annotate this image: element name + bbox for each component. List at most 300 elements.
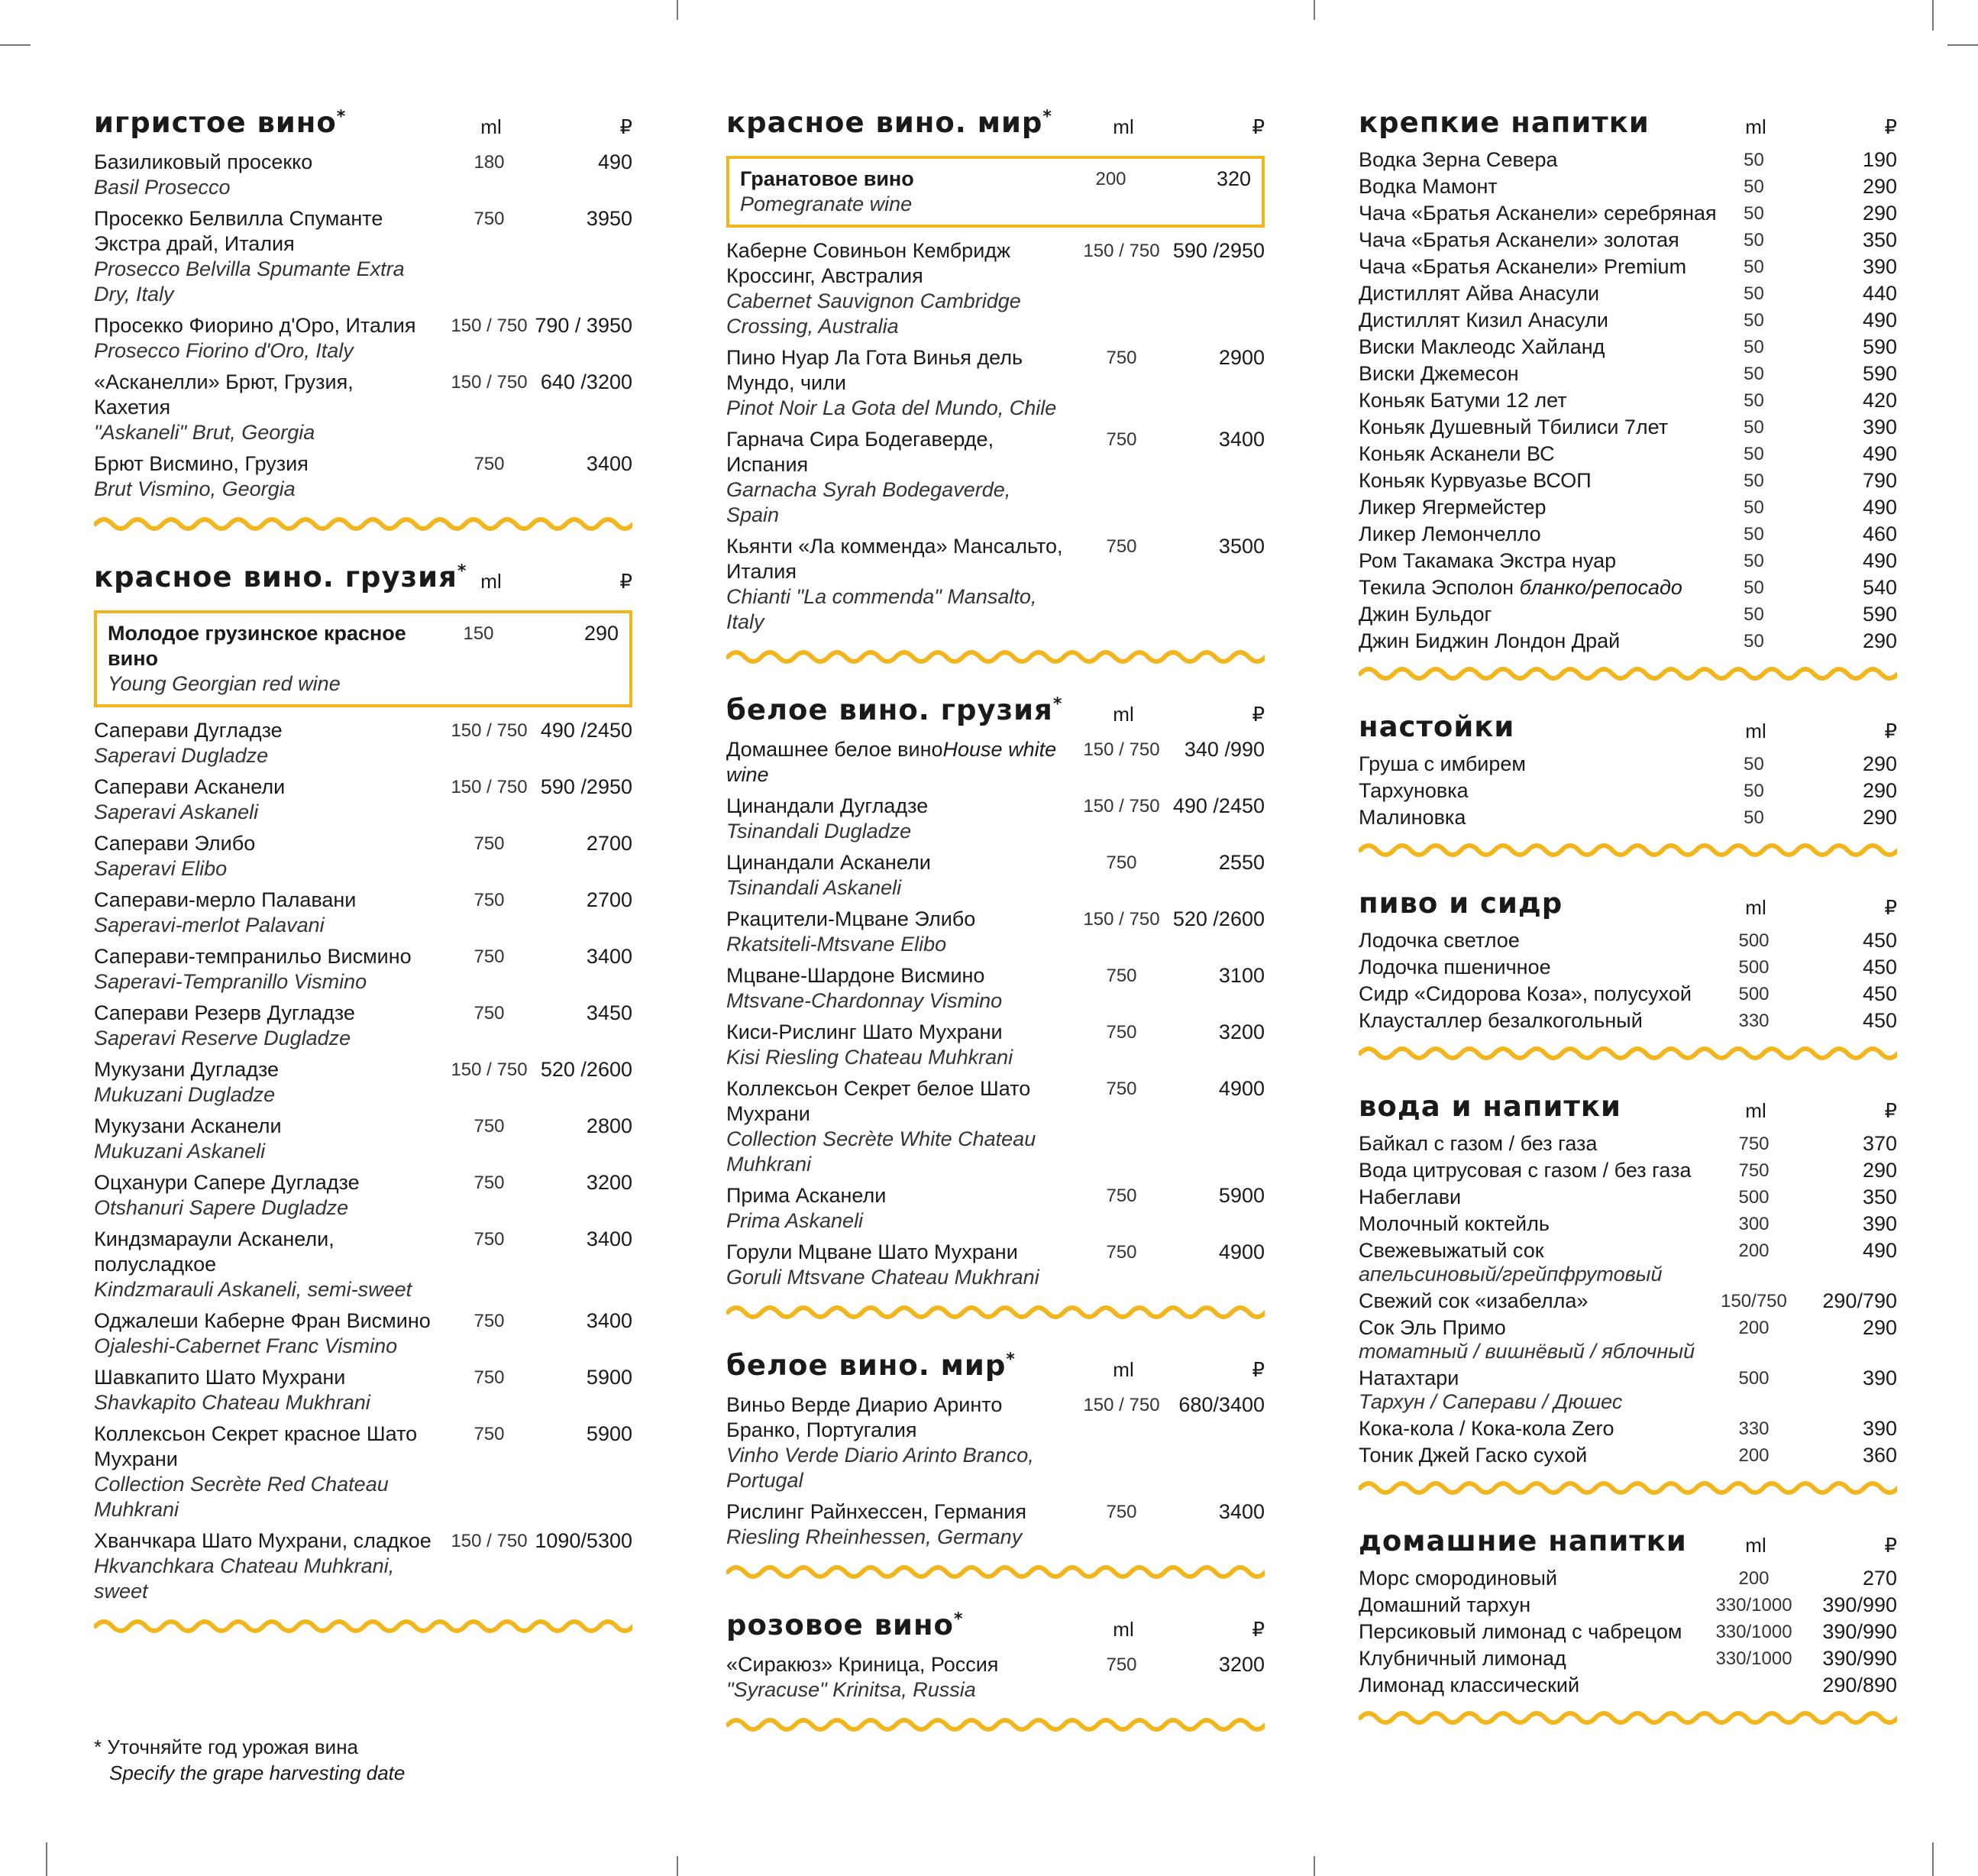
item-volume: 330/1000 bbox=[1715, 1622, 1792, 1642]
item-names bbox=[1359, 1620, 1718, 1644]
item-volume: 50 bbox=[1744, 604, 1764, 625]
item-names bbox=[1359, 1212, 1718, 1236]
item-volume: 50 bbox=[1744, 230, 1764, 251]
item-name-ru-text: Гранатовое вино bbox=[740, 167, 914, 190]
item-volume: 50 bbox=[1744, 471, 1764, 491]
section-title-text: красное вино. мир bbox=[726, 106, 1043, 139]
menu-item bbox=[1359, 1672, 1897, 1699]
featured-item bbox=[726, 156, 1265, 228]
item-name-en: Garnacha Syrah Bodegaverde, Spain bbox=[726, 478, 1011, 526]
item-volume: 750 bbox=[1106, 852, 1137, 873]
item-name-ru bbox=[94, 888, 434, 913]
item-name-ru-text: Клаусталлер безалкогольный bbox=[1359, 1009, 1643, 1032]
item-volume: 750 bbox=[1106, 429, 1137, 450]
item-price: 790 bbox=[1862, 469, 1897, 492]
item-volume: 330 bbox=[1738, 1011, 1770, 1031]
item-volume: 150/750 bbox=[1721, 1291, 1787, 1312]
item-price: 370 bbox=[1862, 1132, 1897, 1155]
item-name-en: Young Georgian red wine bbox=[108, 672, 341, 695]
item-name-ru-text: Коньяк Курвуазье ВСОП bbox=[1359, 469, 1592, 492]
item-volume: 500 bbox=[1738, 1187, 1770, 1208]
item-name-ru-text: Кока-кола / Кока-кола Zero bbox=[1359, 1417, 1614, 1440]
item-name-ru bbox=[94, 1227, 434, 1277]
item-name-ru bbox=[726, 850, 1066, 875]
item-volume: 330/1000 bbox=[1715, 1648, 1792, 1669]
item-volume: 200 bbox=[1095, 169, 1126, 189]
item-name-ru-text: Виньо Верде Диарио Аринто Бранко, Португалия bbox=[726, 1393, 1003, 1441]
item-name-ru-text: Рислинг Райнхессен, Германия bbox=[726, 1500, 1026, 1523]
asterisk-mark: * bbox=[953, 1609, 964, 1629]
item-names bbox=[94, 451, 434, 502]
item-name-en: томатный / вишнёвый / яблочный bbox=[1359, 1340, 1695, 1363]
item-price: 520 /2600 bbox=[540, 1058, 632, 1081]
item-price: 450 bbox=[1862, 929, 1897, 952]
item-name-ru bbox=[1359, 228, 1718, 252]
item-name-ru bbox=[726, 1183, 1066, 1208]
menu-section bbox=[94, 99, 632, 532]
volume-column-header: ml bbox=[1113, 1618, 1134, 1641]
crop-mark bbox=[1314, 0, 1315, 20]
item-names bbox=[94, 944, 434, 995]
item-price: 350 bbox=[1862, 228, 1897, 251]
menu-item bbox=[1359, 1211, 1897, 1237]
item-name-ru bbox=[1359, 1444, 1718, 1467]
item-name-en: Riesling Rheinhessen, Germany bbox=[726, 1525, 1023, 1548]
item-name-ru-text: Морс смородиновый bbox=[1359, 1567, 1557, 1590]
asterisk-mark: * bbox=[1052, 694, 1063, 714]
item-volume: 50 bbox=[1744, 283, 1764, 304]
item-name-ru-text: Лимонад классический bbox=[1359, 1674, 1580, 1696]
item-name-en: Tsinandali Askaneli bbox=[726, 876, 902, 899]
item-name-en: Mukuzani Dugladze bbox=[94, 1083, 276, 1106]
section-title bbox=[1359, 1090, 1621, 1123]
item-price: 390/990 bbox=[1822, 1593, 1897, 1616]
menu-section bbox=[1359, 99, 1897, 682]
item-price: 490 bbox=[597, 150, 632, 173]
item-name-ru bbox=[94, 718, 434, 743]
item-names bbox=[1359, 956, 1718, 979]
item-price: 3400 bbox=[1218, 428, 1265, 451]
item-price: 460 bbox=[1862, 522, 1897, 545]
item-volume: 500 bbox=[1738, 1368, 1770, 1389]
item-volume: 50 bbox=[1744, 524, 1764, 545]
item-volume: 50 bbox=[1744, 310, 1764, 331]
item-name-en: "Syracuse" Krinitsa, Russia bbox=[726, 1678, 976, 1701]
item-price: 3500 bbox=[1218, 535, 1265, 558]
item-name-ru-text: Саперави Асканели bbox=[94, 775, 286, 798]
item-price: 3200 bbox=[586, 1171, 632, 1194]
item-name-ru bbox=[94, 150, 434, 175]
item-volume: 150 / 750 bbox=[451, 720, 528, 741]
item-names bbox=[726, 963, 1066, 1014]
menu-item bbox=[726, 1073, 1265, 1180]
item-volume: 150 / 750 bbox=[1083, 1395, 1160, 1415]
item-volume: 750 bbox=[473, 1424, 505, 1444]
item-name-ru bbox=[94, 1365, 434, 1390]
menu-item bbox=[726, 1237, 1265, 1293]
item-name-ru-text: Водка Мамонт bbox=[1359, 175, 1498, 198]
menu-item bbox=[1359, 1645, 1897, 1672]
item-name-en: Prosecco Belvilla Spumante Extra Dry, Italy bbox=[94, 257, 405, 306]
item-name-ru bbox=[1359, 362, 1718, 386]
item-name-ru-text: Просекко Фиорино д'Оро, Италия bbox=[94, 314, 416, 337]
crop-mark bbox=[1947, 44, 1978, 46]
item-price: 590 bbox=[1862, 362, 1897, 385]
menu-item bbox=[726, 342, 1265, 424]
item-name-ru-text: Каберне Совиньон Кембридж Кроссинг, Австралия bbox=[726, 239, 1011, 287]
menu-item bbox=[1359, 1619, 1897, 1645]
item-name-ru bbox=[726, 427, 1066, 477]
featured-item bbox=[94, 610, 632, 707]
price-column-header: ₽ bbox=[1884, 115, 1897, 138]
item-names bbox=[94, 1114, 434, 1164]
menu-item bbox=[94, 1111, 632, 1167]
menu-item bbox=[726, 424, 1265, 531]
item-name-ru-text: Клубничный лимонад bbox=[1359, 1647, 1566, 1670]
item-names bbox=[94, 1057, 434, 1108]
item-name-ru bbox=[726, 345, 1066, 396]
item-price: 3400 bbox=[586, 1227, 632, 1250]
footnote bbox=[94, 1734, 405, 1786]
section-title-text: пиво и сидр bbox=[1359, 887, 1563, 920]
item-volume: 50 bbox=[1744, 203, 1764, 224]
item-name-en: Shavkapito Chateau Mukhrani bbox=[94, 1391, 370, 1414]
wave-divider bbox=[726, 649, 1265, 665]
item-price: 450 bbox=[1862, 1009, 1897, 1032]
item-name-en: Brut Vismino, Georgia bbox=[94, 477, 296, 500]
section-title bbox=[726, 1609, 963, 1642]
item-names bbox=[1359, 1009, 1718, 1033]
menu-section bbox=[726, 1342, 1265, 1580]
item-names bbox=[726, 1183, 1066, 1234]
item-name-ru-text: Ликер Ягермейстер bbox=[1359, 496, 1547, 519]
menu-item bbox=[726, 791, 1265, 847]
crop-mark bbox=[1314, 1856, 1315, 1876]
item-volume: 750 bbox=[1106, 1654, 1137, 1675]
item-names bbox=[1359, 469, 1718, 493]
menu-item bbox=[1359, 751, 1897, 778]
section-title bbox=[726, 106, 1052, 139]
menu-item bbox=[1359, 1565, 1897, 1592]
item-volume: 50 bbox=[1744, 631, 1764, 652]
section-title-text: крепкие напитки bbox=[1359, 106, 1650, 139]
price-column-header: ₽ bbox=[1884, 720, 1897, 742]
crop-mark bbox=[46, 1842, 47, 1876]
item-name-en: Mukuzani Askaneli bbox=[94, 1140, 266, 1163]
item-name-ru bbox=[94, 1528, 434, 1554]
item-names bbox=[1359, 576, 1718, 600]
item-name-ru-text: Текила Эсполон bbox=[1359, 576, 1520, 599]
footnote-ru: * Уточняйте год урожая вина bbox=[94, 1735, 359, 1758]
item-price: 360 bbox=[1862, 1444, 1897, 1467]
menu-item bbox=[1359, 1008, 1897, 1034]
crop-mark bbox=[1932, 1842, 1934, 1876]
item-names bbox=[94, 206, 434, 307]
section-title-text: настойки bbox=[1359, 710, 1515, 743]
item-name-ru-text: Мукузани Дугладзе bbox=[94, 1058, 280, 1081]
item-name-en: Kindzmarauli Askaneli, semi-sweet bbox=[94, 1278, 412, 1301]
item-price: 590 /2950 bbox=[540, 775, 632, 798]
item-price: 290 bbox=[1862, 202, 1897, 225]
item-name-ru-text: Ром Такамака Экстра нуар bbox=[1359, 549, 1617, 572]
item-names bbox=[1359, 496, 1718, 519]
item-names bbox=[1359, 362, 1718, 386]
item-volume: 50 bbox=[1744, 337, 1764, 357]
section-header bbox=[726, 687, 1265, 734]
item-volume: 50 bbox=[1744, 257, 1764, 277]
menu-item bbox=[94, 1054, 632, 1111]
item-price: 390/990 bbox=[1822, 1620, 1897, 1643]
item-names bbox=[1359, 1593, 1718, 1617]
menu-item bbox=[1359, 227, 1897, 254]
item-name-ru-text: Виски Джемесон bbox=[1359, 362, 1519, 385]
menu-column-1 bbox=[94, 99, 632, 1656]
menu-item bbox=[726, 847, 1265, 904]
menu-item bbox=[94, 1224, 632, 1305]
menu-item bbox=[1359, 280, 1897, 307]
asterisk-mark: * bbox=[1006, 1350, 1016, 1370]
item-volume: 300 bbox=[1738, 1214, 1770, 1234]
wave-divider bbox=[1359, 1480, 1897, 1496]
crop-mark bbox=[1932, 0, 1934, 31]
item-name-ru-text: Брют Висмино, Грузия bbox=[94, 452, 309, 475]
item-volume: 50 bbox=[1744, 444, 1764, 464]
item-name-ru-text: Цинандали Асканели bbox=[726, 851, 931, 874]
item-name-ru bbox=[1359, 1674, 1718, 1697]
item-name-ru bbox=[94, 1001, 434, 1026]
item-price: 390 bbox=[1862, 416, 1897, 438]
item-name-ru bbox=[726, 238, 1066, 289]
item-name-ru-text: Саперави Резерв Дугладзе bbox=[94, 1001, 355, 1024]
item-name-en: Тархун / Саперави / Дюшес bbox=[1359, 1390, 1623, 1413]
item-volume: 750 bbox=[1106, 1502, 1137, 1522]
item-name-en: Cabernet Sauvignon Cambridge Crossing, Australia bbox=[726, 289, 1021, 338]
volume-column-header: ml bbox=[1113, 1358, 1134, 1381]
item-name-ru bbox=[1359, 629, 1718, 653]
menu-section bbox=[1359, 1083, 1897, 1496]
item-price: 490 bbox=[1862, 442, 1897, 465]
menu-item bbox=[1359, 361, 1897, 387]
item-price: 350 bbox=[1862, 1185, 1897, 1208]
item-name-ru bbox=[726, 1392, 1066, 1443]
section-header bbox=[1359, 1518, 1897, 1565]
item-names bbox=[1359, 202, 1718, 225]
item-name-ru-text: Киндзмараули Асканели, полусладкое bbox=[94, 1227, 335, 1276]
item-names bbox=[1359, 228, 1718, 252]
item-volume: 50 bbox=[1744, 577, 1764, 598]
section-header bbox=[1359, 99, 1897, 147]
item-price: 3400 bbox=[1218, 1500, 1265, 1523]
price-column-header: ₽ bbox=[1884, 1099, 1897, 1122]
menu-item bbox=[94, 998, 632, 1054]
item-price: 590 bbox=[1862, 603, 1897, 626]
item-names bbox=[1359, 1185, 1718, 1209]
item-name-ru bbox=[1359, 1316, 1718, 1340]
item-volume: 50 bbox=[1744, 176, 1764, 197]
item-names bbox=[1359, 1159, 1718, 1182]
item-names bbox=[94, 1170, 434, 1221]
item-volume: 750 bbox=[1106, 1022, 1137, 1043]
item-names bbox=[94, 718, 434, 768]
item-names bbox=[1359, 522, 1718, 546]
item-names bbox=[1359, 282, 1718, 306]
item-name-ru-text: Мукузани Асканели bbox=[94, 1114, 282, 1137]
item-price: 490 bbox=[1862, 1239, 1897, 1262]
item-price: 3200 bbox=[1218, 1653, 1265, 1676]
item-names bbox=[726, 737, 1066, 788]
menu-item bbox=[1359, 954, 1897, 981]
price-column-header: ₽ bbox=[1252, 1618, 1265, 1641]
item-volume: 150 / 750 bbox=[1083, 796, 1160, 817]
item-names bbox=[1359, 1289, 1718, 1313]
item-names bbox=[94, 1308, 434, 1359]
item-volume: 50 bbox=[1744, 497, 1764, 518]
item-name-ru-text: Сок Эль Примо bbox=[1359, 1316, 1506, 1339]
item-price: 520 /2600 bbox=[1172, 907, 1265, 930]
item-name-en: Mtsvane-Chardonnay Vismino bbox=[726, 989, 1003, 1012]
item-price: 5900 bbox=[586, 1422, 632, 1445]
menu-item bbox=[1359, 628, 1897, 655]
section-header bbox=[94, 99, 632, 147]
volume-column-header: ml bbox=[1745, 720, 1766, 742]
item-name-ru-text: Киси-Рислинг Шато Мухрани bbox=[726, 1020, 1003, 1043]
menu-item bbox=[94, 1167, 632, 1224]
menu-section bbox=[726, 687, 1265, 1321]
item-volume: 750 bbox=[1106, 536, 1137, 557]
item-name-ru-text: Персиковый лимонад с чабрецом bbox=[1359, 1620, 1682, 1643]
menu-item bbox=[94, 715, 632, 771]
item-names bbox=[94, 1365, 434, 1415]
item-names bbox=[1359, 1647, 1718, 1671]
item-volume: 500 bbox=[1738, 930, 1770, 951]
section-title bbox=[1359, 710, 1514, 743]
menu-section bbox=[1359, 1518, 1897, 1726]
item-name-ru-text: Коллексьон Секрет красное Шато Мухрани bbox=[94, 1422, 418, 1470]
menu-section bbox=[94, 554, 632, 1635]
item-names bbox=[108, 621, 448, 697]
item-volume: 330 bbox=[1738, 1418, 1770, 1439]
item-volume: 150 / 750 bbox=[1083, 241, 1160, 261]
menu-item bbox=[1359, 334, 1897, 361]
item-price: 590 bbox=[1862, 335, 1897, 358]
menu-item bbox=[94, 1362, 632, 1418]
section-title-text: белое вино. грузия bbox=[726, 694, 1053, 726]
item-name-ru bbox=[1359, 255, 1718, 279]
item-volume: 200 bbox=[1738, 1568, 1770, 1589]
section-header bbox=[1359, 1083, 1897, 1130]
item-names bbox=[1359, 752, 1718, 776]
item-name-ru bbox=[1359, 1567, 1718, 1590]
menu-item bbox=[1359, 307, 1897, 334]
item-name-ru bbox=[1359, 806, 1718, 830]
item-names bbox=[94, 150, 434, 200]
volume-column-header: ml bbox=[1745, 115, 1766, 138]
item-names bbox=[94, 1001, 434, 1051]
menu-item bbox=[1359, 1442, 1897, 1469]
item-name-ru bbox=[1359, 202, 1718, 225]
item-name-ru-text: Коллексьон Секрет белое Шато Мухрани bbox=[726, 1077, 1031, 1125]
item-volume: 750 bbox=[1106, 1079, 1137, 1099]
item-names bbox=[94, 370, 434, 445]
wave-divider bbox=[1359, 1709, 1897, 1726]
item-volume: 150 / 750 bbox=[451, 315, 528, 336]
item-name-ru-text: Виски Маклеодс Хайланд bbox=[1359, 335, 1605, 358]
item-name-en: апельсиновый/грейпфрутовый bbox=[1359, 1263, 1663, 1286]
item-price: 440 bbox=[1862, 282, 1897, 305]
item-price: 490 /2450 bbox=[1172, 794, 1265, 817]
item-name-ru-text: Малиновка bbox=[1359, 806, 1466, 829]
item-price: 290/790 bbox=[1822, 1289, 1897, 1312]
item-price: 340 /990 bbox=[1184, 738, 1265, 761]
item-price: 2900 bbox=[1218, 346, 1265, 369]
item-volume: 750 bbox=[1106, 1185, 1137, 1206]
section-title bbox=[94, 561, 467, 594]
item-price: 290 bbox=[1862, 175, 1897, 198]
item-names bbox=[1359, 1367, 1718, 1414]
item-names bbox=[726, 1240, 1066, 1290]
item-price: 420 bbox=[1862, 389, 1897, 412]
wave-divider bbox=[1359, 842, 1897, 859]
item-names bbox=[94, 831, 434, 881]
item-name-en: Collection Secrète Red Chateau Muhkrani bbox=[94, 1473, 389, 1521]
item-volume: 750 bbox=[1106, 965, 1137, 986]
section-title-text: красное вино. грузия bbox=[94, 561, 457, 594]
item-names bbox=[726, 907, 1066, 957]
price-column-header: ₽ bbox=[619, 570, 632, 593]
item-name-ru-text: Ликер Лемончелло bbox=[1359, 522, 1541, 545]
item-name-ru-text: Домашний тархун bbox=[1359, 1593, 1531, 1616]
section-title-text: белое вино. мир bbox=[726, 1349, 1007, 1382]
item-name-ru-text: Саперави-мерло Палавани bbox=[94, 888, 357, 911]
wave-divider bbox=[1359, 1045, 1897, 1062]
item-name-en: Ojaleshi-Cabernet Franc Vismino bbox=[94, 1334, 398, 1357]
menu-item bbox=[94, 203, 632, 310]
menu-item bbox=[726, 531, 1265, 638]
section-title-text: вода и напитки bbox=[1359, 1090, 1621, 1123]
item-volume: 500 bbox=[1738, 957, 1770, 978]
item-volume: 750 bbox=[473, 1311, 505, 1331]
item-name-ru-text: Свежий сок «изабелла» bbox=[1359, 1289, 1589, 1312]
item-name-ru-text: Набеглави bbox=[1359, 1185, 1462, 1208]
item-price: 3100 bbox=[1218, 964, 1265, 987]
item-volume: 50 bbox=[1744, 807, 1764, 828]
item-name-ru bbox=[1359, 1620, 1718, 1644]
item-name-en: Collection Secrète White Chateau Muhkrani bbox=[726, 1127, 1036, 1176]
item-name-ru bbox=[94, 1114, 434, 1139]
item-price: 290 bbox=[583, 622, 619, 645]
item-name-ru-text: Водка Зерна Севера bbox=[1359, 148, 1558, 171]
item-name-ru-text: Цинандали Дугладзе bbox=[726, 794, 929, 817]
item-price: 680/3400 bbox=[1178, 1393, 1265, 1416]
item-name-ru-text: Ркацители-Мцване Элибо bbox=[726, 907, 976, 930]
item-name-ru-text: Байкал с газом / без газа bbox=[1359, 1132, 1598, 1155]
item-price: 3400 bbox=[586, 945, 632, 968]
item-name-ru bbox=[726, 1020, 1066, 1045]
item-names bbox=[1359, 982, 1718, 1006]
item-name-ru bbox=[726, 737, 1066, 788]
item-name-ru bbox=[1359, 1239, 1718, 1263]
item-name-ru bbox=[1359, 982, 1718, 1006]
item-volume: 750 bbox=[473, 209, 505, 229]
item-name-ru bbox=[726, 963, 1066, 988]
item-price: 3450 bbox=[586, 1001, 632, 1024]
menu-item bbox=[1359, 778, 1897, 804]
item-name-ru-text: Джин Бульдог bbox=[1359, 603, 1492, 626]
item-price: 290 bbox=[1862, 779, 1897, 802]
item-price: 270 bbox=[1862, 1567, 1897, 1590]
item-name-ru bbox=[1359, 335, 1718, 359]
item-names bbox=[94, 1227, 434, 1302]
